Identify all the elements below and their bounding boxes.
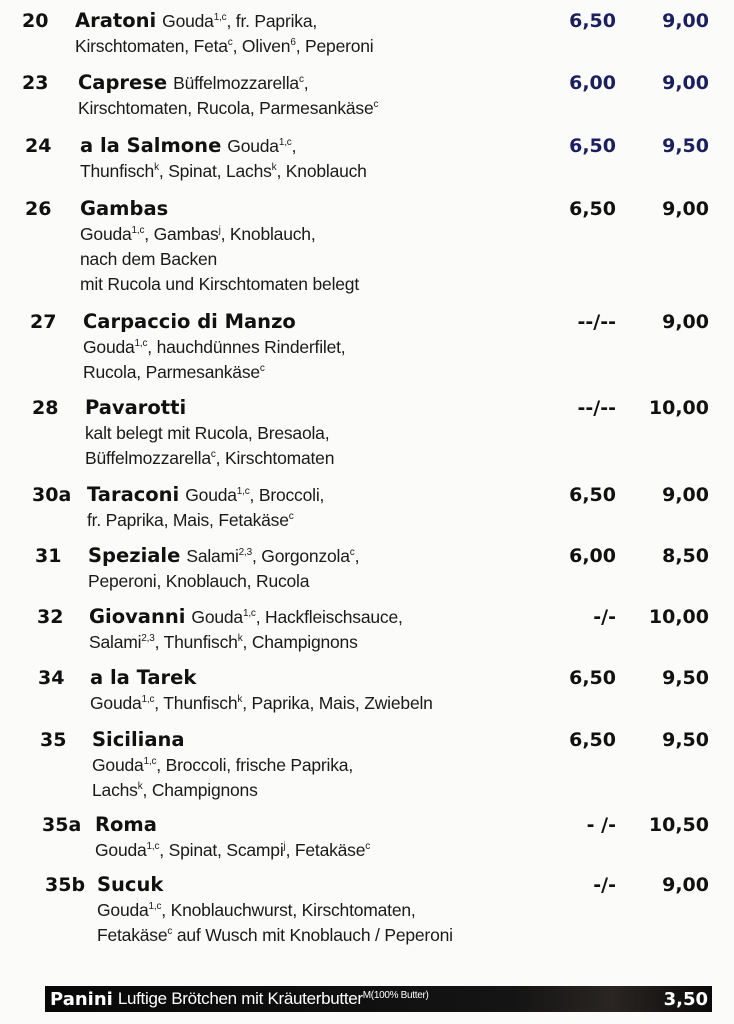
description-line <box>83 360 345 385</box>
item-description <box>83 309 345 385</box>
description-text: , fr. Paprika, <box>226 11 318 31</box>
allergen-superscript: 1,c <box>213 12 227 23</box>
price-large: 10,00 <box>648 606 709 628</box>
description-text: , Spinat, Lachs <box>158 161 272 181</box>
description-line <box>80 272 359 297</box>
allergen-superscript: 1,c <box>242 608 256 619</box>
item-number: 35a <box>42 814 82 836</box>
description-text: Gouda <box>97 900 149 920</box>
description-text: Gouda <box>185 485 237 505</box>
allergen-superscript: c <box>298 74 304 85</box>
item-name: Pavarotti <box>85 396 187 419</box>
description-text: Fetakäse <box>97 925 168 945</box>
description-line <box>90 665 433 691</box>
item-number: 35 <box>40 729 67 751</box>
description-text: , Spinat, Scampi <box>159 840 284 860</box>
price-large: 8,50 <box>662 545 709 567</box>
item-name: Giovanni <box>89 605 186 628</box>
description-text: Gouda <box>227 136 279 156</box>
item-number: 30a <box>32 484 72 506</box>
item-name: Roma <box>95 813 157 836</box>
allergen-superscript: k <box>137 781 143 792</box>
description-line <box>85 446 334 471</box>
description-line <box>95 838 370 863</box>
price-small: 6,00 <box>569 72 616 94</box>
description-line <box>78 70 378 96</box>
description-text: , Thunfisch <box>154 632 238 652</box>
description-line <box>92 727 353 753</box>
allergen-superscript: c <box>167 926 173 937</box>
description-text: Büffelmozzarella <box>173 73 299 93</box>
allergen-superscript: c <box>365 841 371 852</box>
item-name: Siciliana <box>92 728 185 751</box>
description-line <box>80 133 367 159</box>
allergen-superscript: 1,c <box>278 137 292 148</box>
description-text: , Paprika, Mais, Zwiebeln <box>242 693 433 713</box>
allergen-superscript: k <box>237 694 243 705</box>
allergen-superscript: c <box>288 511 294 522</box>
price-large: 9,00 <box>662 874 709 896</box>
allergen-superscript: 1,c <box>141 694 155 705</box>
description-text: Thunfisch <box>80 161 155 181</box>
item-description <box>87 482 324 533</box>
price-large: 9,50 <box>662 135 709 157</box>
description-text: Salami <box>89 632 142 652</box>
description-text: , <box>354 546 360 566</box>
price-small: 6,00 <box>569 545 616 567</box>
allergen-superscript: c <box>227 37 233 48</box>
description-line <box>75 34 374 59</box>
description-text: , Champignons <box>242 632 358 652</box>
allergen-superscript: c <box>210 449 216 460</box>
price-small: -/- <box>593 874 616 896</box>
allergen-superscript: k <box>271 162 277 173</box>
allergen-superscript: j <box>283 841 286 852</box>
description-line <box>80 247 359 272</box>
description-text: , Kirschtomaten <box>215 448 335 468</box>
item-description <box>88 543 359 594</box>
description-text: Peperoni, Knoblauch, Rucola <box>88 571 310 591</box>
price-small: 6,50 <box>569 667 616 689</box>
item-number: 23 <box>22 72 49 94</box>
item-description <box>89 604 403 655</box>
allergen-superscript: c <box>373 99 379 110</box>
price-small: -/- <box>593 606 616 628</box>
description-line <box>87 508 324 533</box>
description-text: , Broccoli, <box>249 485 325 505</box>
allergen-superscript: c <box>349 547 355 558</box>
description-text: Salami <box>186 546 239 566</box>
description-text: , Champignons <box>142 780 258 800</box>
item-description <box>92 727 353 803</box>
description-line <box>92 753 353 778</box>
description-text: Gouda <box>80 224 132 244</box>
description-text: Kirschtomaten, Rucola, Parmesankäse <box>78 98 374 118</box>
description-text: , Fetakäse <box>285 840 366 860</box>
allergen-superscript: 2,3 <box>238 547 252 558</box>
price-large: 10,00 <box>648 397 709 419</box>
description-line <box>88 569 359 594</box>
price-large: 10,50 <box>648 814 709 836</box>
price-small: - /- <box>586 814 616 836</box>
description-text: , Hackfleischsauce, <box>255 607 403 627</box>
description-text: Gouda <box>92 755 144 775</box>
description-text: Gouda <box>83 337 135 357</box>
description-line <box>97 923 453 948</box>
item-description <box>75 8 374 59</box>
description-text: kalt belegt mit Rucola, Bresaola, <box>85 423 330 443</box>
price-small: 6,50 <box>569 729 616 751</box>
allergen-superscript: 2,3 <box>141 633 155 644</box>
allergen-superscript: 1,c <box>134 338 148 349</box>
item-name: Gambas <box>80 197 169 220</box>
description-text: , <box>291 136 297 156</box>
panini-price: 3,50 <box>663 988 708 1010</box>
price-large: 9,00 <box>662 484 709 506</box>
price-small: --/-- <box>577 311 616 333</box>
allergen-superscript: j <box>218 225 221 236</box>
description-line <box>89 630 403 655</box>
description-text: Gouda <box>162 11 214 31</box>
description-text: , Oliven <box>232 36 291 56</box>
item-number: 34 <box>38 667 65 689</box>
item-name: Speziale <box>88 544 181 567</box>
item-description <box>80 133 367 184</box>
item-description <box>80 196 359 297</box>
description-text: auf Wusch mit Knoblauch / Peperoni <box>172 925 453 945</box>
description-line <box>97 898 453 923</box>
item-number: 32 <box>37 606 64 628</box>
description-line <box>75 8 374 34</box>
item-name: a la Tarek <box>90 666 197 689</box>
description-line <box>80 196 359 222</box>
description-text: Rucola, Parmesankäse <box>83 362 260 382</box>
item-name: Taraconi <box>87 483 180 506</box>
allergen-superscript: 1,c <box>146 841 160 852</box>
allergen-superscript: 1,c <box>143 756 157 767</box>
item-name: Carpaccio di Manzo <box>83 310 296 333</box>
item-number: 26 <box>25 198 52 220</box>
item-number: 35b <box>45 874 86 896</box>
item-name: a la Salmone <box>80 134 222 157</box>
item-description <box>90 665 433 716</box>
description-line <box>83 309 345 335</box>
description-line <box>80 222 359 247</box>
description-line <box>87 482 324 508</box>
panini-title: Panini <box>50 988 113 1010</box>
item-description <box>85 395 334 471</box>
price-small: 6,50 <box>569 198 616 220</box>
allergen-superscript: 6 <box>290 37 296 48</box>
price-small: --/-- <box>577 397 616 419</box>
description-line <box>95 812 370 838</box>
description-text: , <box>303 73 309 93</box>
allergen-superscript: c <box>259 363 265 374</box>
description-line <box>78 96 378 121</box>
price-small: 6,50 <box>569 10 616 32</box>
description-line <box>97 872 453 898</box>
description-line <box>88 543 359 569</box>
allergen-superscript: 1,c <box>236 486 250 497</box>
description-text: Gouda <box>90 693 142 713</box>
description-text: fr. Paprika, Mais, Fetakäse <box>87 510 289 530</box>
price-large: 9,00 <box>662 311 709 333</box>
description-text: Büffelmozzarella <box>85 448 211 468</box>
description-text: , Broccoli, frische Paprika, <box>156 755 353 775</box>
description-line <box>92 778 353 803</box>
allergen-superscript: k <box>154 162 159 173</box>
panini-description <box>118 989 429 1009</box>
item-name: Aratoni <box>75 9 157 32</box>
price-large: 9,00 <box>662 72 709 94</box>
description-line <box>83 335 345 360</box>
item-description <box>97 872 453 948</box>
description-line <box>85 421 334 446</box>
description-text: , Thunfisch <box>154 693 238 713</box>
price-large: 9,00 <box>662 198 709 220</box>
description-line <box>80 159 367 184</box>
item-number: 31 <box>35 545 62 567</box>
description-text: , Gorgonzola <box>251 546 350 566</box>
panini-description-text: Luftige Brötchen mit Kräuterbutter <box>117 989 363 1008</box>
description-text: , Knoblauch <box>276 161 367 181</box>
description-text: nach dem Backen <box>80 249 218 269</box>
price-large: 9,50 <box>662 729 709 751</box>
item-description <box>78 70 378 121</box>
description-text: , Knoblauch, <box>220 224 316 244</box>
allergen-superscript: k <box>237 633 243 644</box>
item-number: 24 <box>25 135 52 157</box>
description-line <box>90 691 433 716</box>
panini-banner <box>45 986 712 1012</box>
description-text: , Gambas <box>144 224 219 244</box>
item-description <box>95 812 370 863</box>
item-name: Caprese <box>78 71 168 94</box>
price-large: 9,50 <box>662 667 709 689</box>
description-text: Gouda <box>191 607 243 627</box>
description-line <box>89 604 403 630</box>
panini-allergen-note: M(100% Butter) <box>362 990 429 1001</box>
description-text: mit Rucola und Kirschtomaten belegt <box>80 274 359 294</box>
price-small: 6,50 <box>569 135 616 157</box>
description-text: Lachs <box>92 780 138 800</box>
description-text: Kirschtomaten, Feta <box>75 36 228 56</box>
price-large: 9,00 <box>662 10 709 32</box>
item-number: 20 <box>22 10 49 32</box>
item-number: 27 <box>30 311 57 333</box>
allergen-superscript: 1,c <box>148 901 162 912</box>
description-line <box>85 395 334 421</box>
allergen-superscript: 1,c <box>131 225 145 236</box>
price-small: 6,50 <box>569 484 616 506</box>
item-number: 28 <box>32 397 59 419</box>
description-text: , hauchdünnes Rinderfilet, <box>147 337 346 357</box>
description-text: , Peperoni <box>295 36 374 56</box>
item-name: Sucuk <box>97 873 164 896</box>
description-text: , Knoblauchwurst, Kirschtomaten, <box>161 900 416 920</box>
description-text: Gouda <box>95 840 147 860</box>
